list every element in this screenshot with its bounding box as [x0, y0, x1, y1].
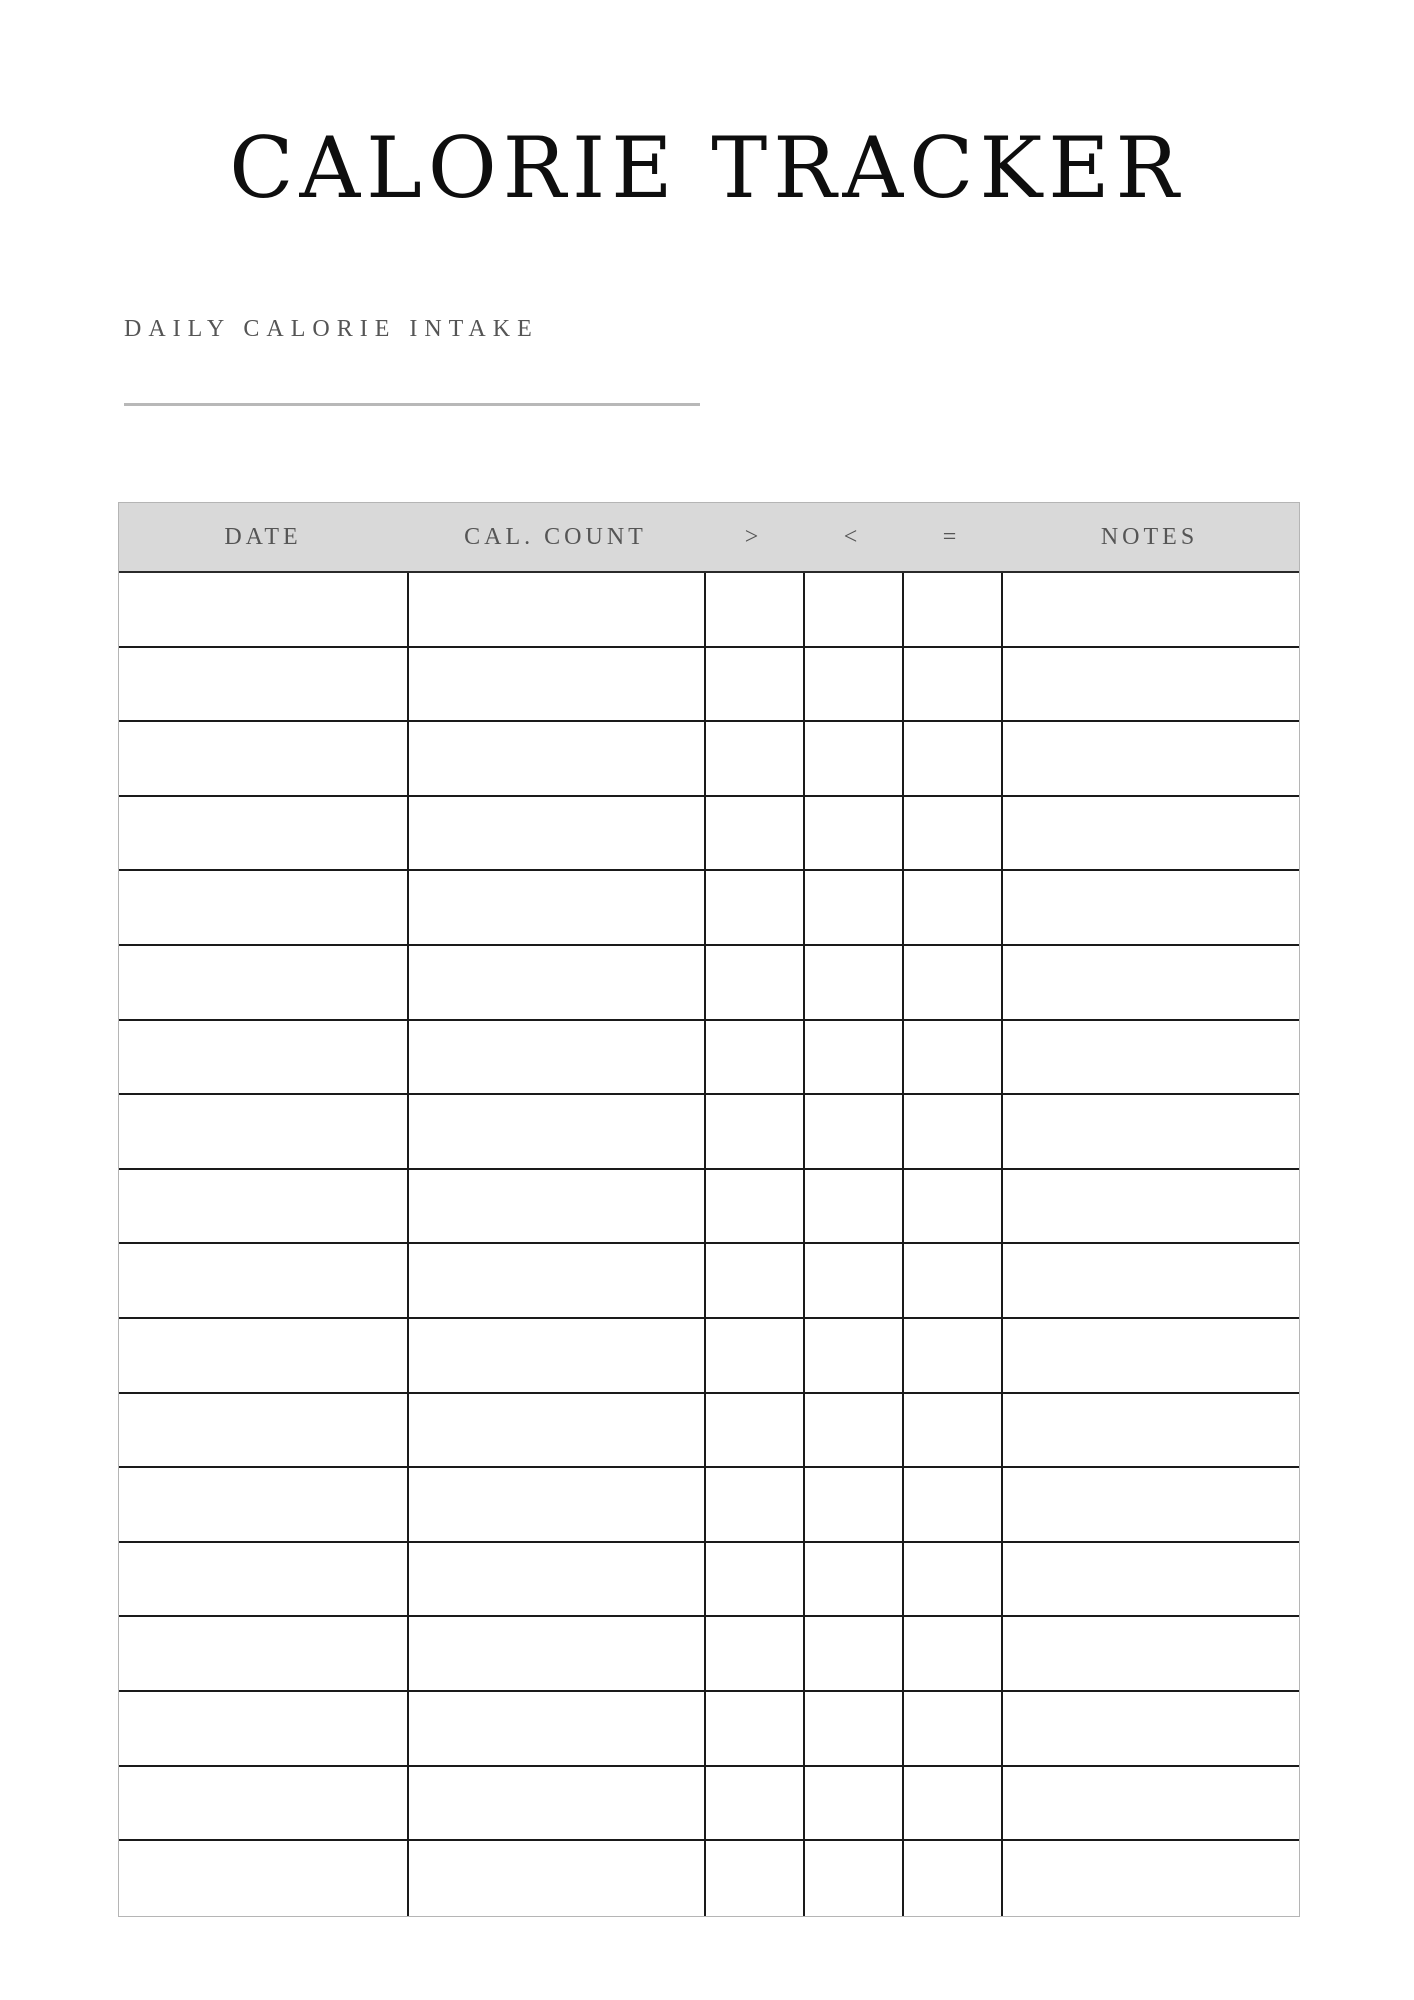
cell-date[interactable] [119, 1095, 407, 1168]
cell-cal-count[interactable] [407, 1244, 704, 1317]
table-row [119, 1692, 1299, 1767]
table-row [119, 871, 1299, 946]
cell-under[interactable] [803, 871, 902, 944]
cell-equal[interactable] [902, 1543, 1001, 1616]
daily-intake-label: DAILY CALORIE INTAKE [124, 316, 539, 342]
cell-under[interactable] [803, 1319, 902, 1392]
cell-notes[interactable] [1001, 1617, 1298, 1690]
cell-equal[interactable] [902, 1767, 1001, 1840]
table-row [119, 1841, 1299, 1916]
cell-date[interactable] [119, 797, 407, 870]
cell-over[interactable] [704, 1841, 803, 1916]
table-row [119, 722, 1299, 797]
cell-over[interactable] [704, 1021, 803, 1094]
cell-cal-count[interactable] [407, 648, 704, 721]
cell-under[interactable] [803, 722, 902, 795]
cell-equal[interactable] [902, 1468, 1001, 1541]
cell-date[interactable] [119, 1767, 407, 1840]
cell-date[interactable] [119, 573, 407, 646]
cell-notes[interactable] [1001, 1767, 1298, 1840]
cell-under[interactable] [803, 797, 902, 870]
cell-under[interactable] [803, 1692, 902, 1765]
cell-notes[interactable] [1001, 722, 1298, 795]
table-row [119, 1319, 1299, 1394]
cell-notes[interactable] [1001, 648, 1298, 721]
cell-cal-count[interactable] [407, 1841, 704, 1916]
cell-date[interactable] [119, 722, 407, 795]
table-row [119, 573, 1299, 648]
table-row [119, 797, 1299, 872]
cell-over[interactable] [704, 1617, 803, 1690]
cell-under[interactable] [803, 1543, 902, 1616]
cell-under[interactable] [803, 573, 902, 646]
cell-equal[interactable] [902, 1617, 1001, 1690]
cell-under[interactable] [803, 648, 902, 721]
cell-equal[interactable] [902, 1170, 1001, 1243]
table-row [119, 1543, 1299, 1618]
table-header [119, 503, 1299, 573]
cell-cal-count[interactable] [407, 573, 704, 646]
cell-under[interactable] [803, 1244, 902, 1317]
cell-cal-count[interactable] [407, 797, 704, 870]
cell-cal-count[interactable] [407, 722, 704, 795]
cell-over[interactable] [704, 1095, 803, 1168]
cell-notes[interactable] [1001, 1170, 1298, 1243]
cell-equal[interactable] [902, 1841, 1001, 1916]
table-row [119, 1095, 1299, 1170]
cell-cal-count[interactable] [407, 1617, 704, 1690]
column-header-under: < [843, 524, 862, 550]
cell-equal[interactable] [902, 722, 1001, 795]
table-row [119, 1767, 1299, 1842]
cell-equal[interactable] [902, 648, 1001, 721]
cell-date[interactable] [119, 1543, 407, 1616]
cell-equal[interactable] [902, 1095, 1001, 1168]
cell-under[interactable] [803, 1841, 902, 1916]
table-row [119, 1468, 1299, 1543]
cell-cal-count[interactable] [407, 1767, 704, 1840]
cell-over[interactable] [704, 722, 803, 795]
cell-cal-count[interactable] [407, 1468, 704, 1541]
cell-date[interactable] [119, 1021, 407, 1094]
cell-equal[interactable] [902, 1692, 1001, 1765]
cell-cal-count[interactable] [407, 1319, 704, 1392]
cell-notes[interactable] [1001, 797, 1298, 870]
column-header-over: > [744, 524, 763, 550]
cell-notes[interactable] [1001, 1244, 1298, 1317]
cell-equal[interactable] [902, 871, 1001, 944]
cell-date[interactable] [119, 1841, 407, 1916]
cell-cal-count[interactable] [407, 1095, 704, 1168]
daily-intake-input-line[interactable] [124, 403, 700, 406]
cell-date[interactable] [119, 1244, 407, 1317]
cell-over[interactable] [704, 1170, 803, 1243]
cell-notes[interactable] [1001, 1394, 1298, 1467]
cell-cal-count[interactable] [407, 1394, 704, 1467]
cell-cal-count[interactable] [407, 946, 704, 1019]
column-header-cal-count: CAL. COUNT [464, 524, 647, 550]
cell-notes[interactable] [1001, 1841, 1298, 1916]
cell-under[interactable] [803, 1095, 902, 1168]
cell-notes[interactable] [1001, 1692, 1298, 1765]
calorie-table [118, 502, 1300, 1917]
cell-equal[interactable] [902, 573, 1001, 646]
cell-date[interactable] [119, 1394, 407, 1467]
cell-under[interactable] [803, 1468, 902, 1541]
cell-equal[interactable] [902, 797, 1001, 870]
column-header-date: DATE [224, 524, 302, 550]
cell-cal-count[interactable] [407, 1170, 704, 1243]
cell-over[interactable] [704, 946, 803, 1019]
cell-over[interactable] [704, 1468, 803, 1541]
table-row [119, 1170, 1299, 1245]
cell-under[interactable] [803, 1021, 902, 1094]
cell-notes[interactable] [1001, 946, 1298, 1019]
cell-cal-count[interactable] [407, 1543, 704, 1616]
table-row [119, 1394, 1299, 1469]
cell-under[interactable] [803, 946, 902, 1019]
table-row [119, 1617, 1299, 1692]
cell-over[interactable] [704, 648, 803, 721]
cell-notes[interactable] [1001, 1468, 1298, 1541]
cell-over[interactable] [704, 1543, 803, 1616]
cell-equal[interactable] [902, 1021, 1001, 1094]
cell-notes[interactable] [1001, 1021, 1298, 1094]
cell-over[interactable] [704, 1767, 803, 1840]
cell-equal[interactable] [902, 1244, 1001, 1317]
cell-cal-count[interactable] [407, 1021, 704, 1094]
table-row [119, 946, 1299, 1021]
table-body [119, 573, 1299, 1916]
cell-date[interactable] [119, 1692, 407, 1765]
cell-notes[interactable] [1001, 1319, 1298, 1392]
cell-date[interactable] [119, 1319, 407, 1392]
cell-notes[interactable] [1001, 573, 1298, 646]
cell-over[interactable] [704, 1692, 803, 1765]
page-title: CALORIE TRACKER [229, 119, 1185, 217]
cell-notes[interactable] [1001, 1095, 1298, 1168]
table-row [119, 1021, 1299, 1096]
cell-over[interactable] [704, 1394, 803, 1467]
cell-under[interactable] [803, 1617, 902, 1690]
table-row [119, 648, 1299, 723]
cell-date[interactable] [119, 946, 407, 1019]
cell-notes[interactable] [1001, 871, 1298, 944]
cell-equal[interactable] [902, 1319, 1001, 1392]
cell-under[interactable] [803, 1394, 902, 1467]
cell-over[interactable] [704, 797, 803, 870]
cell-equal[interactable] [902, 946, 1001, 1019]
cell-date[interactable] [119, 1468, 407, 1541]
cell-under[interactable] [803, 1767, 902, 1840]
cell-date[interactable] [119, 871, 407, 944]
cell-over[interactable] [704, 871, 803, 944]
cell-equal[interactable] [902, 1394, 1001, 1467]
cell-date[interactable] [119, 1617, 407, 1690]
cell-date[interactable] [119, 648, 407, 721]
column-header-equal: = [942, 524, 961, 550]
cell-cal-count[interactable] [407, 1692, 704, 1765]
cell-over[interactable] [704, 1244, 803, 1317]
table-row [119, 1244, 1299, 1319]
cell-over[interactable] [704, 573, 803, 646]
column-header-notes: NOTES [1100, 524, 1199, 550]
cell-notes[interactable] [1001, 1543, 1298, 1616]
cell-cal-count[interactable] [407, 871, 704, 944]
cell-over[interactable] [704, 1319, 803, 1392]
cell-date[interactable] [119, 1170, 407, 1243]
cell-under[interactable] [803, 1170, 902, 1243]
